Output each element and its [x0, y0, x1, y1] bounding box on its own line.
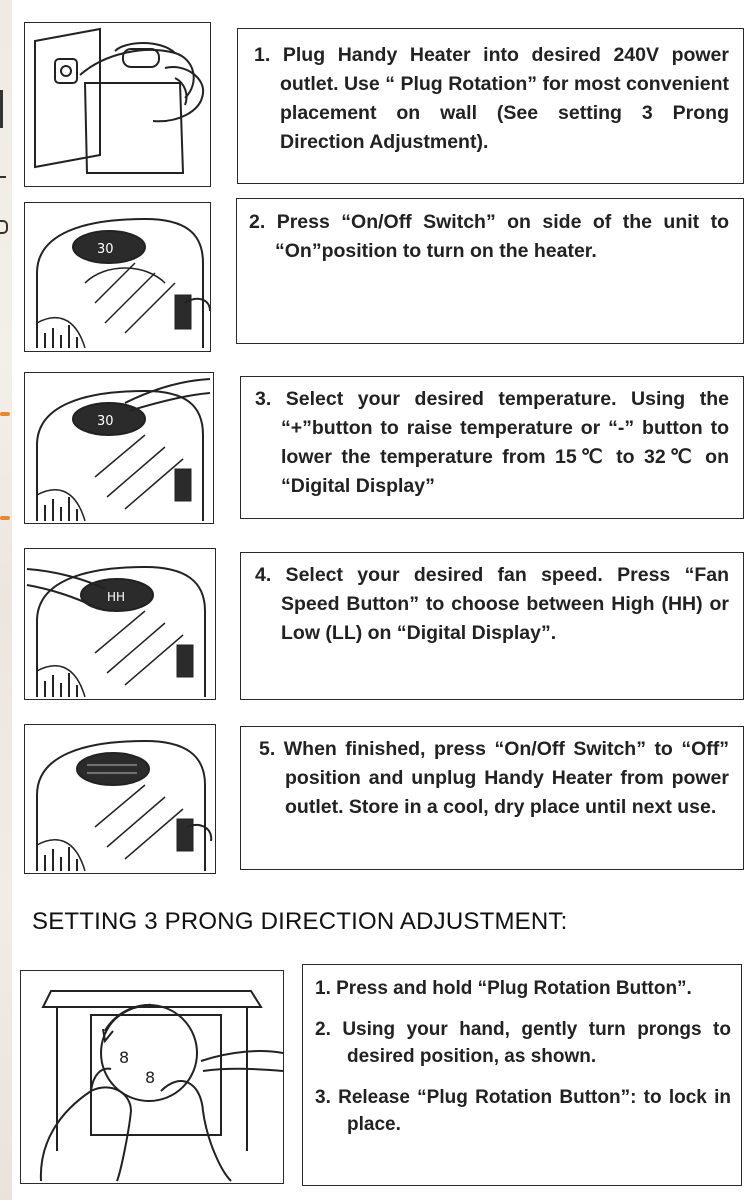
display-reading: HH: [107, 590, 126, 604]
display-reading: 30: [97, 242, 114, 257]
step-2-illustration: [24, 202, 211, 352]
plug-into-wall-drawing: [25, 23, 210, 186]
display-reading: 30: [97, 414, 114, 429]
prong-step-3: 3. Release “Plug Rotation Button”: to lock in place.: [315, 1087, 731, 1135]
strip-accent: [0, 412, 10, 416]
step-3-illustration: [24, 372, 214, 524]
section-title: SETTING 3 PRONG DIRECTION ADJUSTMENT:: [32, 908, 568, 935]
prong-steps-box: [302, 964, 742, 1186]
step-5-illustration: [24, 724, 216, 874]
strip-mark: [0, 220, 8, 234]
step-1-illustration: [24, 22, 211, 187]
heater-switch-off-drawing: [25, 725, 215, 873]
heater-power-switch-drawing: [25, 203, 210, 351]
strip-mark: [0, 176, 6, 178]
prong-step-1: 1. Press and hold “Plug Rotation Button”.: [315, 978, 692, 999]
step-1-text-box: [237, 28, 744, 184]
left-edge-strip: [0, 0, 12, 1200]
heater-fan-speed-drawing: [25, 549, 215, 699]
step-4-illustration: [24, 548, 216, 700]
step-3-text: 3. Select your desired temperature. Using the “+”button to raise temperature or “-” button to lower the temperature from 15℃ to 32℃ on “Digital Display”: [255, 388, 729, 497]
step-3-text-box: [240, 376, 744, 519]
step-4-text: 4. Select your desired fan speed. Press “Fan Speed Button” to choose between High (HH) or Low (LL) on “Digital Display”.: [255, 564, 729, 644]
step-5-text: 5. When finished, press “On/Off Switch” to “Off” position and unplug Handy Heater from power outlet. Store in a cool, dry place until next use.: [259, 738, 729, 818]
prong-symbol: 8: [145, 1068, 156, 1087]
strip-mark: [0, 90, 3, 128]
strip-accent: [0, 516, 10, 520]
step-2-text-box: [236, 198, 744, 344]
hands-rotating-prongs-drawing: [21, 971, 283, 1183]
step-5-text-box: [240, 726, 744, 870]
heater-temperature-drawing: [25, 373, 213, 523]
prong-symbol: 8: [119, 1048, 130, 1067]
step-1-text: 1. Plug Handy Heater into desired 240V power outlet. Use “ Plug Rotation” for most convenient placement on wall (See setting 3 Prong Direction Adjustment).: [254, 44, 729, 153]
step-2-text: 2. Press “On/Off Switch” on side of the unit to “On”position to turn on the heater.: [249, 211, 729, 262]
step-4-text-box: [240, 552, 744, 700]
prong-rotation-illustration: [20, 970, 284, 1184]
prong-step-2: 2. Using your hand, gently turn prongs to desired position, as shown.: [315, 1019, 731, 1067]
